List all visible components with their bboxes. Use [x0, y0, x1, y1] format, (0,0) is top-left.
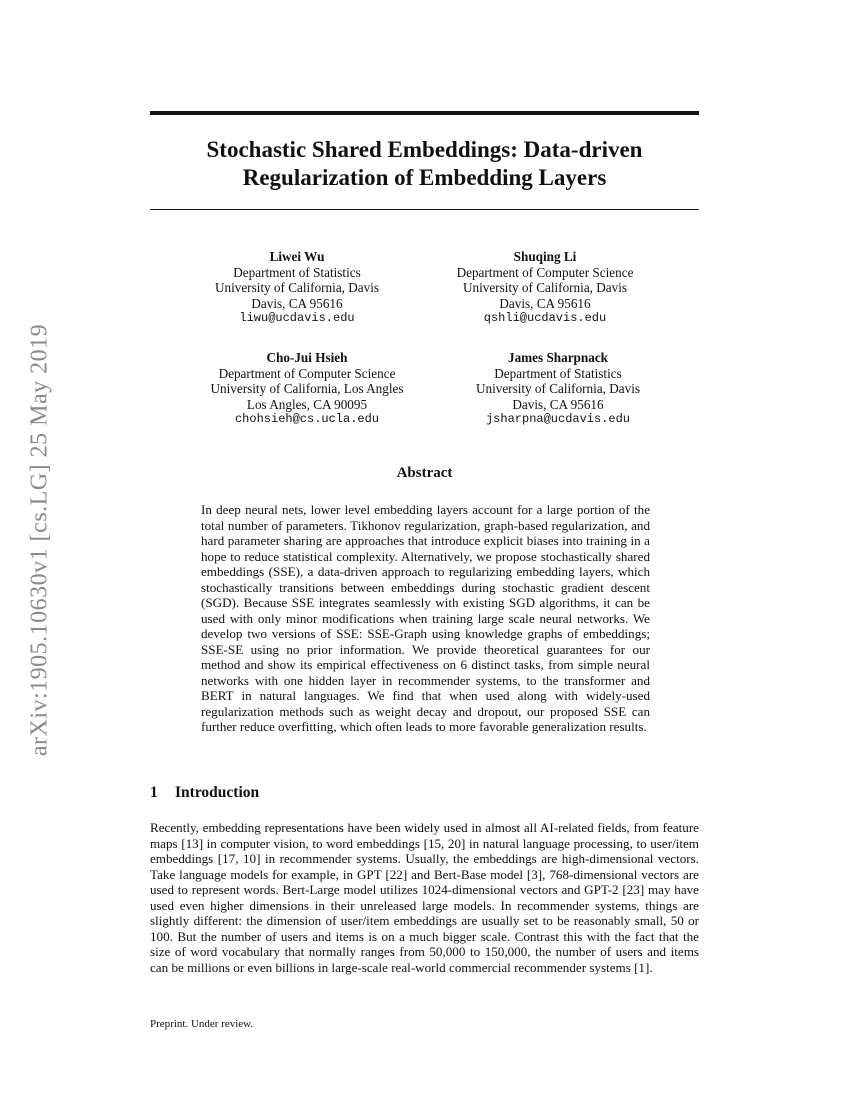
author-location: Los Angles, CA 90095 [246, 396, 368, 412]
section-heading [150, 784, 259, 802]
author-name: Cho-Jui Hsieh [266, 350, 348, 365]
author-block-3 [177, 350, 437, 428]
author-name: Shuqing Li [513, 249, 577, 264]
author-dept: Department of Statistics [494, 365, 622, 381]
abstract-heading: Abstract [396, 465, 453, 481]
title-bottom-rule [150, 209, 699, 210]
section-title: Introduction [175, 784, 260, 801]
preprint-footer: Preprint. Under review. [150, 1018, 254, 1030]
author-univ: University of California, Davis [475, 381, 641, 396]
author-univ: University of California, Davis [462, 280, 628, 295]
arxiv-watermark: arXiv:1905.10630v1 [cs.LG] 25 May 2019 [26, 323, 53, 757]
author-dept: Department of Computer Science [218, 365, 396, 381]
abstract-text: In deep neural nets, lower level embedding layers account for a large portion of the total number of parameters. Tikhonov regularization, graph-based regularization, and hard parameter sharing are approaches that introduce explicit biases into training in a hope to reduce statistical complexity. Alternatively, we propose stochastically shared embeddings (SSE), a data-driven approach to regularizing embedding layers, which stochastically transitions between embeddings during stochastic gradient descent (SGD). Because SSE integrates seamlessly with existing SGD algorithms, it can be used with only minor modifications when training large scale neural networks. We develop two versions of SSE: SSE-Graph using knowledge graphs of embeddings; SSE-SE using no prior information. We provide theoretical guarantees for our method and show its empirical effectiveness on 6 distinct tasks, from simple neural networks with one hidden layer in recommender systems, to the transformer and BERT in natural languages. We find that when used along with widely-used regularization methods such as weight decay and dropout, our proposed SSE can further reduce overfitting, which often leads to more favorable generalization results. [201, 502, 650, 734]
author-location: Davis, CA 95616 [499, 295, 591, 311]
author-block-4 [428, 350, 688, 428]
intro-paragraph: Recently, embedding representations have been widely used in almost all AI-related fields, from feature maps [13] in computer vision, to word embeddings [15, 20] in natural language processing, to user/item embeddings [17, 10] in recommender systems. Usually, the embeddings are high-dimensional vectors. Take language models for example, in GPT [22] and Bert-Base model [3], 768-dimensional vectors are used to represent words. Bert-Large model utilizes 1024-dimensional vectors and GPT-2 [23] may have used even higher dimensions in their unreleased large models. In recommender systems, things are slightly different: the dimension of user/item embeddings are usually set to be reasonably small, 50 or 100. But the number of users and items is on a much bigger scale. Contrast this with the fact that the size of word vocabulary that normally ranges from 50,000 to 150,000, the number of users and items can be millions or even billions in large-scale real-world commercial recommender systems [1]. [150, 820, 699, 975]
title-line-1: Stochastic Shared Embeddings: Data-driven [206, 137, 643, 162]
title-top-rule [150, 111, 699, 115]
author-block-2 [415, 249, 675, 327]
section-number: 1 [150, 784, 158, 801]
author-dept: Department of Statistics [233, 264, 361, 280]
author-email[interactable]: chohsieh@cs.ucla.edu [234, 412, 380, 426]
author-email[interactable]: jsharpna@ucdavis.edu [485, 412, 631, 426]
author-name: James Sharpnack [507, 350, 609, 365]
title-line-2: Regularization of Embedding Layers [242, 165, 607, 190]
author-block-1 [167, 249, 427, 327]
author-email[interactable]: qshli@ucdavis.edu [483, 311, 607, 325]
author-email[interactable]: liwu@ucdavis.edu [239, 311, 355, 325]
author-dept: Department of Computer Science [456, 264, 634, 280]
author-name: Liwei Wu [269, 249, 325, 264]
paper-title [150, 136, 699, 192]
author-location: Davis, CA 95616 [512, 396, 604, 412]
author-univ: University of California, Davis [214, 280, 380, 295]
author-location: Davis, CA 95616 [251, 295, 343, 311]
author-univ: University of California, Los Angles [210, 381, 404, 396]
